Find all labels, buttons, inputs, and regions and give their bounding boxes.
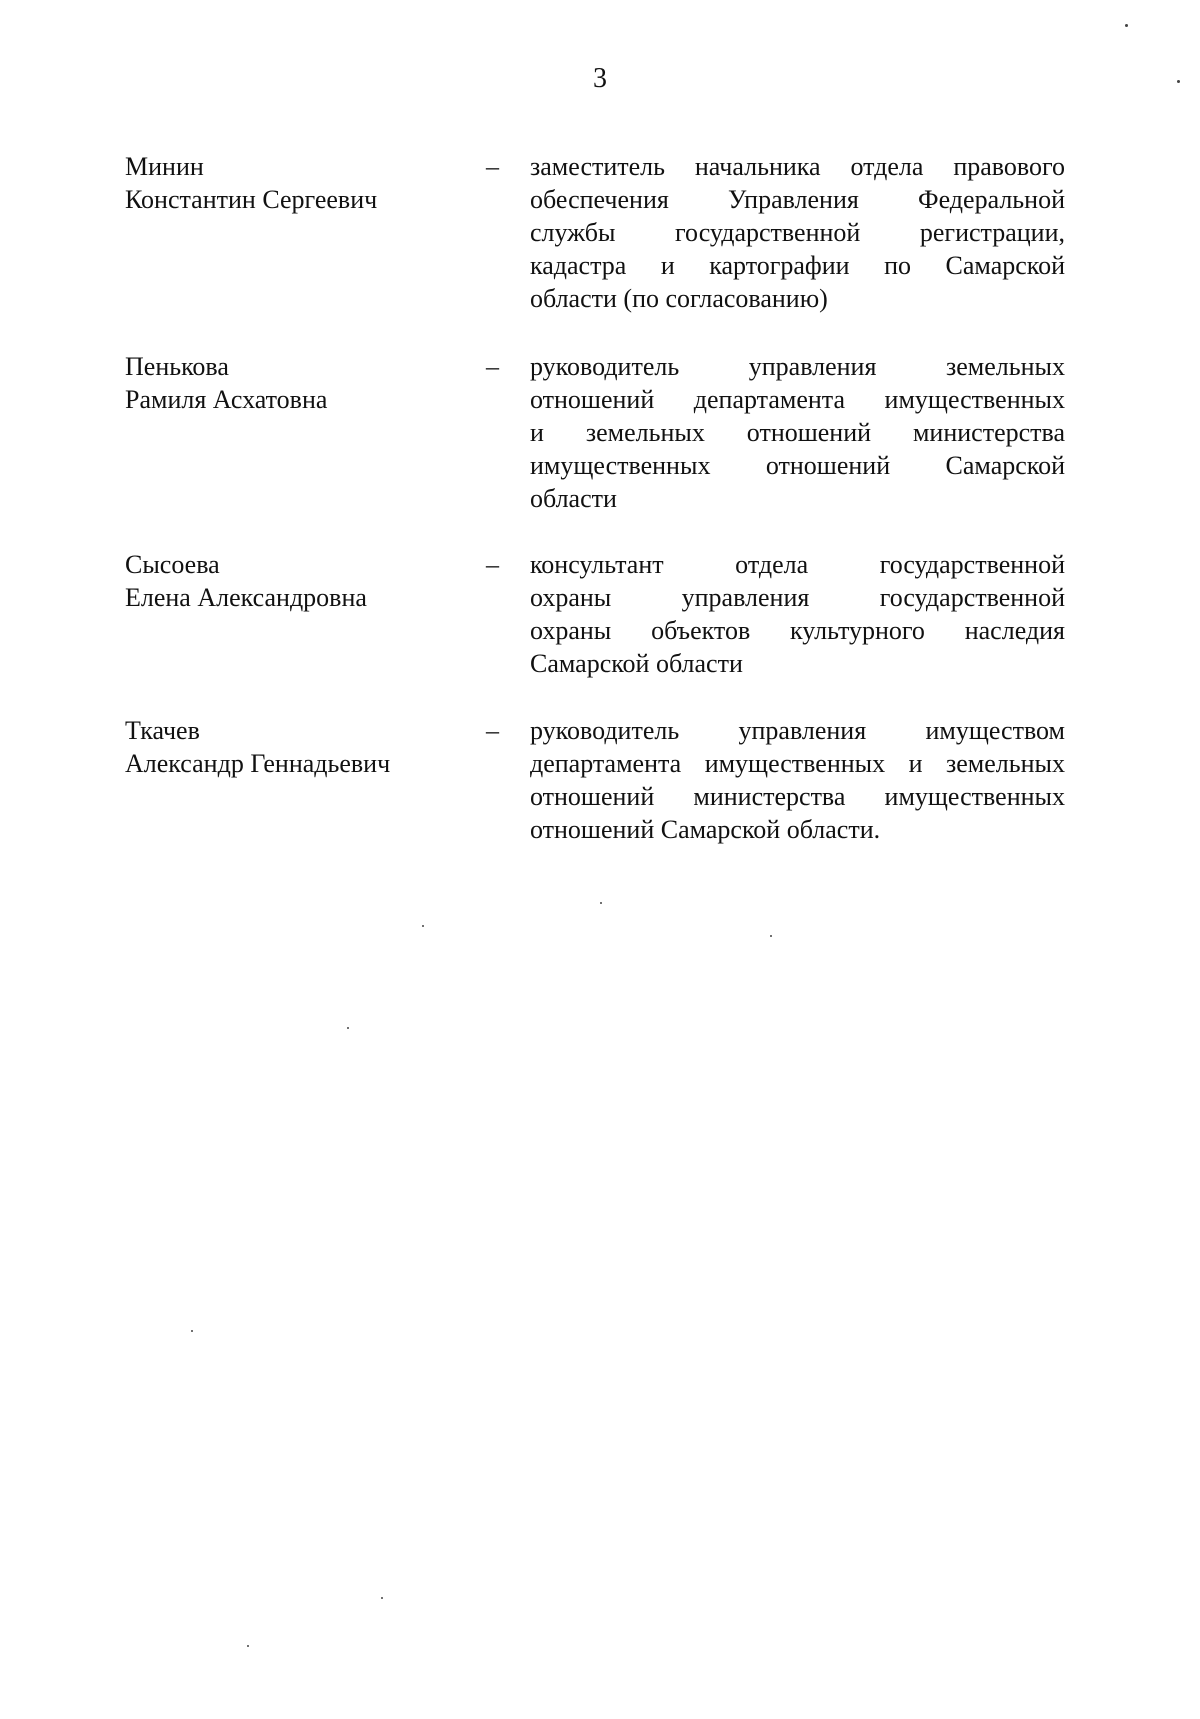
person-surname: Сысоева [125, 550, 220, 579]
scan-speck [247, 1645, 249, 1647]
position-line: и земельных отношений министерства [530, 418, 1065, 447]
position-line: Самарской области [530, 649, 743, 678]
scan-speck [1125, 24, 1128, 27]
position-line: консультант отдела государственной [530, 550, 1065, 579]
separator-dash: – [486, 352, 499, 381]
person-position [530, 350, 1065, 515]
person-name [125, 350, 455, 416]
position-line: руководитель управления земельных [530, 352, 1065, 381]
person-name [125, 714, 455, 780]
person-surname: Пенькова [125, 352, 229, 381]
scan-speck [381, 1597, 383, 1599]
person-name [125, 548, 455, 614]
person-name [125, 150, 455, 216]
position-line: кадастра и картографии по Самарской [530, 251, 1065, 280]
person-given-names: Константин Сергеевич [125, 185, 378, 214]
person-position [530, 150, 1065, 315]
separator-dash: – [486, 716, 499, 745]
position-line: охраны объектов культурного наследия [530, 616, 1065, 645]
separator-dash: – [486, 550, 499, 579]
position-line: области (по согласованию) [530, 284, 828, 313]
position-line: службы государственной регистрации, [530, 218, 1065, 247]
separator-dash: – [486, 152, 499, 181]
position-line: обеспечения Управления Федеральной [530, 185, 1065, 214]
scan-speck [600, 902, 602, 904]
position-line: отношений министерства имущественных [530, 782, 1065, 811]
position-line: отношений департамента имущественных [530, 385, 1065, 414]
scan-speck [422, 925, 424, 927]
position-line: руководитель управления имуществом [530, 716, 1065, 745]
position-line: охраны управления государственной [530, 583, 1065, 612]
position-line: области [530, 484, 617, 513]
scan-speck [191, 1330, 193, 1332]
scan-speck [347, 1027, 349, 1029]
person-given-names: Елена Александровна [125, 583, 367, 612]
person-surname: Ткачев [125, 716, 200, 745]
person-position [530, 714, 1065, 846]
position-line: департамента имущественных и земельных [530, 749, 1065, 778]
position-line: отношений Самарской области. [530, 815, 881, 844]
position-line: имущественных отношений Самарской [530, 451, 1065, 480]
scan-speck [1177, 80, 1180, 83]
person-position [530, 548, 1065, 680]
page-number: 3 [593, 63, 607, 94]
position-line: заместитель начальника отдела правового [530, 152, 1065, 181]
person-surname: Минин [125, 152, 204, 181]
person-given-names: Рамиля Асхатовна [125, 385, 328, 414]
person-given-names: Александр Геннадьевич [125, 749, 391, 778]
scan-speck [770, 935, 772, 937]
